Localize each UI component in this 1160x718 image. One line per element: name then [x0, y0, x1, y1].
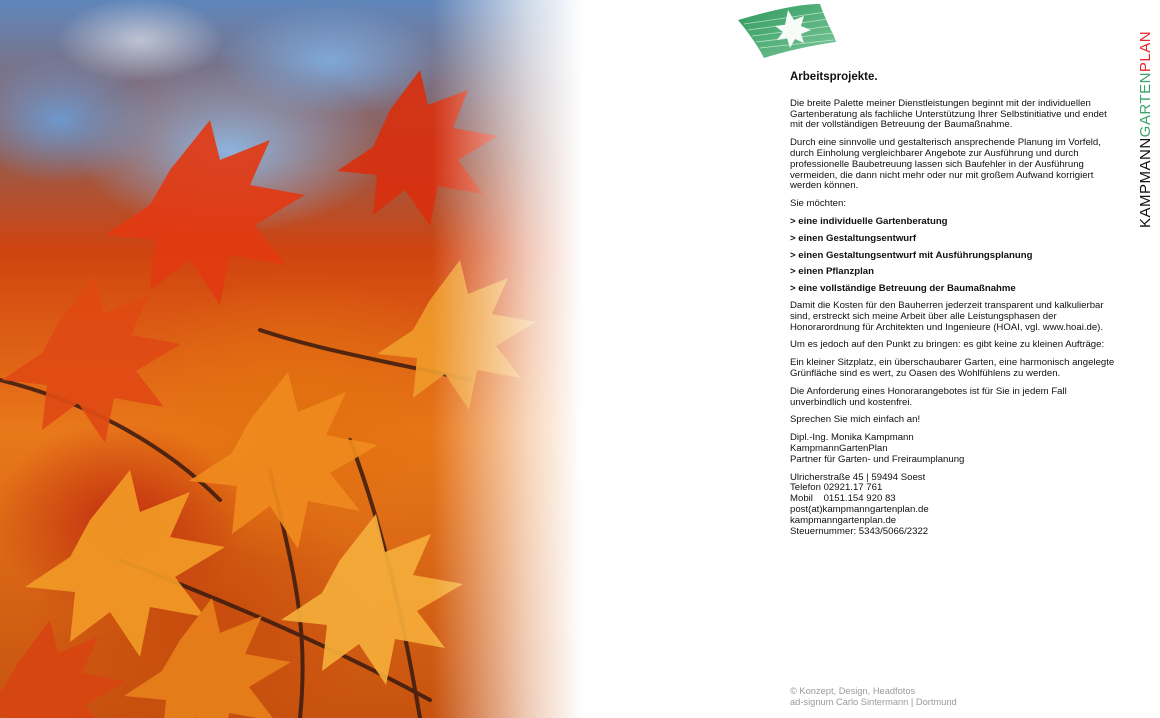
contact-tagline: Partner für Garten- und Freiraumplanung	[790, 453, 965, 465]
contact-details	[790, 473, 1120, 538]
leaf-logo-icon	[736, 2, 838, 60]
point-paragraph: Um es jedoch auf den Punkt zu bringen: es gibt keine zu kleinen Aufträge:	[790, 339, 1105, 351]
main-content	[790, 72, 1120, 544]
small-projects-paragraph: Ein kleiner Sitzplatz, ein überschaubarer Garten, eine harmonisch angelegte Grünfläche sind es wert, zu Oasen des Wohlfühlens zu werden.	[790, 357, 1115, 379]
brand-part-garten: GARTEN	[1137, 72, 1154, 138]
contact-email-link[interactable]: post(at)kampmanngartenplan.de	[790, 503, 929, 515]
contact-company: KampmannGartenPlan	[790, 442, 888, 454]
contact-mobile[interactable]: Mobil 0151.154 920 83	[790, 493, 896, 505]
service-item: > einen Gestaltungsentwurf	[790, 232, 917, 244]
call-to-action: Sprechen Sie mich einfach an!	[790, 414, 921, 426]
credit-line-1: © Konzept, Design, Headfotos	[790, 686, 916, 696]
contact-name: Dipl.-Ing. Monika Kampmann	[790, 432, 914, 444]
contact-person	[790, 433, 1120, 465]
page-title: Arbeitsprojekte.	[790, 71, 878, 83]
design-credit	[790, 686, 957, 707]
costs-paragraph: Damit die Kosten für den Bauherren jederzeit transparent und kalkulierbar sind, erstreckt sich meine Arbeit über alle Leistungsphasen der Honorarordnung für Architekten und Ingenieure (HOAI, vgl. www.hoai.de).	[790, 299, 1104, 333]
service-item: > eine vollständige Betreuung der Baumaßnahme	[790, 283, 1016, 295]
service-item: > einen Gestaltungsentwurf mit Ausführungsplanung	[790, 249, 1033, 261]
services-lead: Sie möchten:	[790, 198, 846, 210]
brand-part-kampmann: KAMPMANN	[1137, 137, 1154, 228]
logo[interactable]	[736, 2, 838, 60]
brand-vertical-wordmark	[1137, 31, 1154, 228]
contact-phone[interactable]: Telefon 02921.17 761	[790, 482, 883, 494]
service-item: > eine individuelle Gartenberatung	[790, 215, 948, 227]
contact-address: Ulricherstraße 45 | 59494 Soest	[790, 471, 926, 483]
contact-tax-number: Steuernummer: 5343/5066/2322	[790, 525, 929, 537]
credit-line-2[interactable]: ad-signum Carlo Sintermann | Dortmund	[790, 696, 957, 707]
service-item: > einen Pflanzplan	[790, 266, 874, 278]
brand-part-plan: PLAN	[1137, 30, 1154, 73]
offer-paragraph: Die Anforderung eines Honorarangebotes ist für Sie in jedem Fall unverbindlich und kostenfrei.	[790, 385, 1067, 408]
intro-paragraph-1: Die breite Palette meiner Dienstleistungen beginnt mit der individuellen Gartenberatung als fachliche Unterstützung Ihrer Selbstinitiative und endet mit der vollständigen Betreuung der Baumaßnahme.	[790, 97, 1107, 131]
contact-website-link[interactable]: kampmanngartenplan.de	[790, 514, 897, 526]
intro-paragraph-2: Durch eine sinnvolle und gestalterisch ansprechende Planung im Vorfeld, durch Einholung vergleichbarer Angebote zur Ausführung und durch professionelle Baubetreuung lassen sich Baufehler in der Ausführung vermeiden, die dann nicht mehr oder nur mit großem Aufwand korrigiert werden können.	[790, 137, 1101, 192]
